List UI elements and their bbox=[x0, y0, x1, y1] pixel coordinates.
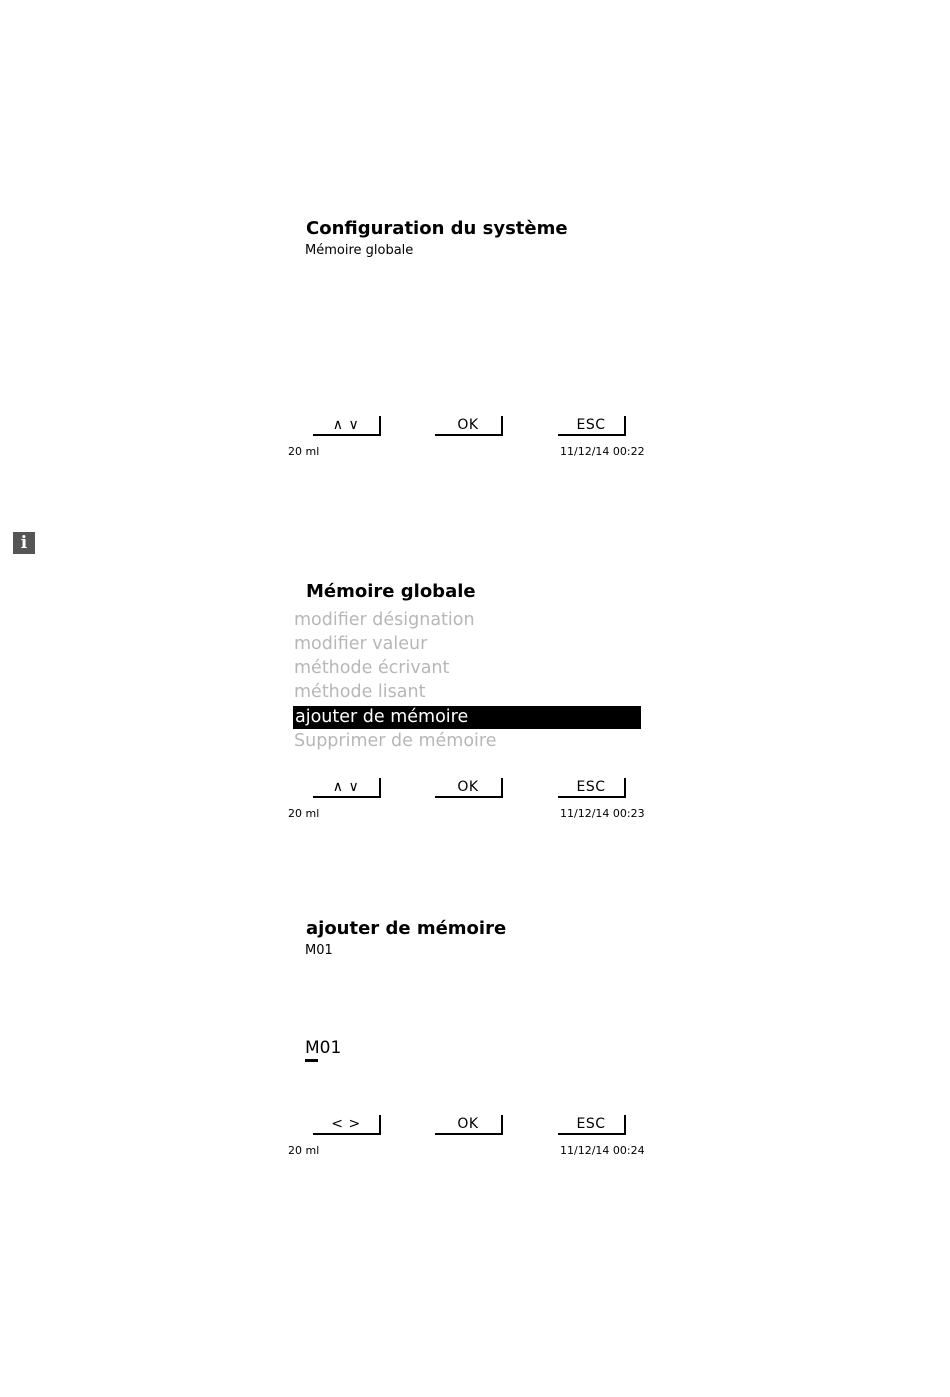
text-cursor bbox=[305, 1059, 318, 1062]
nav-up-down-label: ∧ ∨ bbox=[332, 779, 360, 795]
menu-item-modify-value[interactable]: modifier valeur bbox=[294, 634, 428, 654]
screen-title: Configuration du système bbox=[306, 218, 568, 239]
menu-item-modify-designation[interactable]: modifier désignation bbox=[294, 610, 475, 630]
screen-add-to-memory bbox=[286, 909, 656, 1169]
screen-system-configuration bbox=[286, 210, 656, 470]
screen-title: ajouter de mémoire bbox=[306, 918, 507, 939]
esc-label: ESC bbox=[576, 417, 606, 433]
screen-title: Mémoire globale bbox=[306, 581, 476, 602]
screen-subtitle: M01 bbox=[305, 943, 333, 958]
menu-item-write-method[interactable]: méthode écrivant bbox=[294, 658, 450, 678]
volume-status: 20 ml bbox=[288, 1144, 320, 1157]
datetime-status: 11/12/14 00:24 bbox=[560, 1144, 645, 1157]
volume-status: 20 ml bbox=[288, 807, 320, 820]
datetime-status: 11/12/14 00:22 bbox=[560, 445, 645, 458]
info-icon: i bbox=[13, 532, 35, 554]
menu-item-read-method[interactable]: méthode lisant bbox=[294, 682, 426, 702]
screen-subtitle: Mémoire globale bbox=[305, 243, 414, 258]
nav-left-right-label: < > bbox=[331, 1116, 361, 1132]
ok-label: OK bbox=[457, 1116, 479, 1132]
nav-left-right-button[interactable] bbox=[313, 1115, 379, 1135]
volume-status: 20 ml bbox=[288, 445, 320, 458]
datetime-status: 11/12/14 00:23 bbox=[560, 807, 645, 820]
esc-button[interactable] bbox=[558, 416, 624, 436]
esc-label: ESC bbox=[576, 1116, 606, 1132]
nav-up-down-button[interactable] bbox=[313, 416, 379, 436]
esc-button[interactable] bbox=[558, 778, 624, 798]
menu-item-add-to-memory[interactable]: ajouter de mémoire bbox=[293, 706, 641, 729]
nav-up-down-label: ∧ ∨ bbox=[332, 417, 360, 433]
ok-label: OK bbox=[457, 417, 479, 433]
ok-button[interactable] bbox=[435, 778, 501, 798]
ok-label: OK bbox=[457, 779, 479, 795]
ok-button[interactable] bbox=[435, 416, 501, 436]
esc-button[interactable] bbox=[558, 1115, 624, 1135]
nav-up-down-button[interactable] bbox=[313, 778, 379, 798]
memory-name-input[interactable]: M01 bbox=[305, 1038, 342, 1058]
ok-button[interactable] bbox=[435, 1115, 501, 1135]
screen-global-memory-menu bbox=[286, 572, 656, 832]
esc-label: ESC bbox=[576, 779, 606, 795]
menu-item-delete-from-memory[interactable]: Supprimer de mémoire bbox=[294, 731, 497, 751]
